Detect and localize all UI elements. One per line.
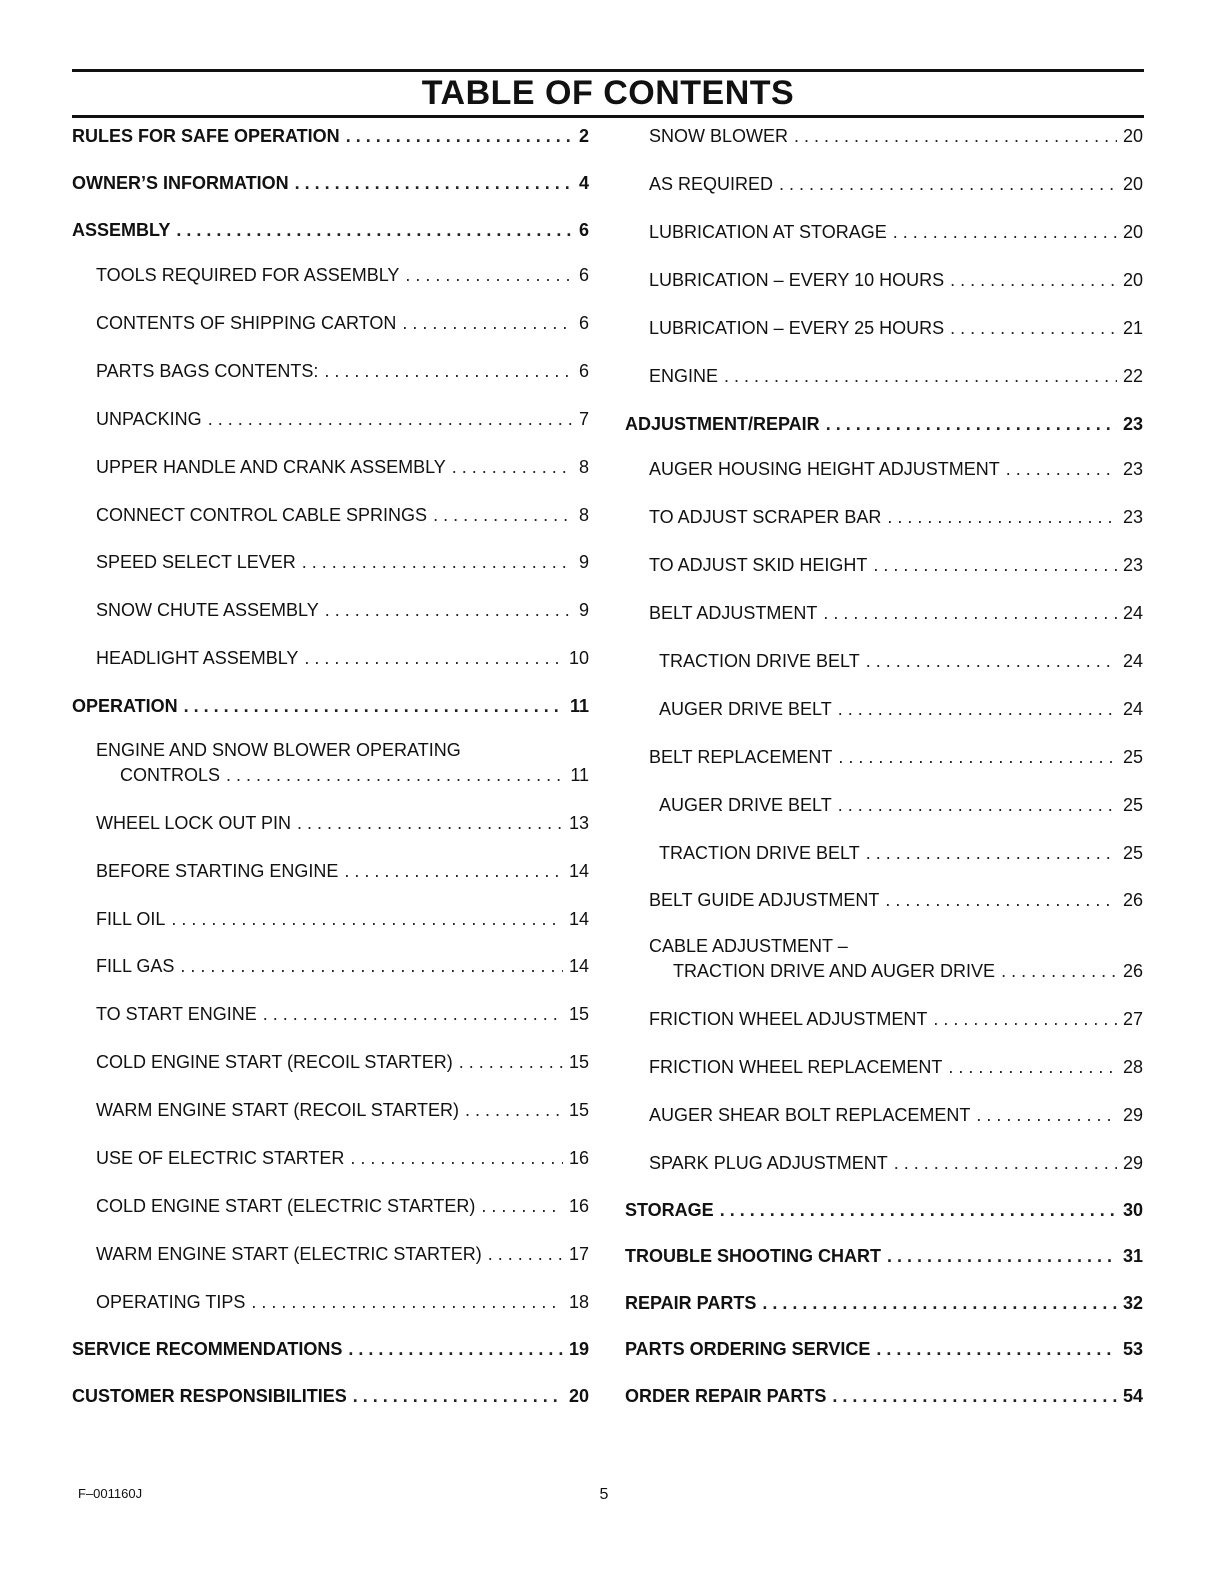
toc-subsection-entry[interactable] bbox=[625, 552, 1143, 578]
toc-subsection-entry[interactable] bbox=[72, 953, 589, 979]
dot-leader bbox=[724, 363, 1117, 389]
toc-entry-label: WHEEL LOCK OUT PIN bbox=[96, 813, 292, 833]
toc-entry-label: UPPER HANDLE AND CRANK ASSEMBLY bbox=[96, 457, 446, 477]
toc-entry-label: TROUBLE SHOOTING CHART bbox=[625, 1246, 881, 1266]
toc-entry-page: 11 bbox=[569, 696, 589, 716]
toc-entry-page: 10 bbox=[568, 648, 589, 668]
toc-entry-label: BELT GUIDE ADJUSTMENT bbox=[649, 890, 880, 910]
toc-entry-page: 20 bbox=[1122, 126, 1143, 146]
toc-subsection-entry[interactable] bbox=[72, 597, 589, 623]
toc-subsection-entry[interactable] bbox=[625, 744, 1143, 770]
toc-entry-page: 23 bbox=[1122, 459, 1143, 479]
toc-entry-page: 16 bbox=[568, 1196, 589, 1216]
toc-entry-label: USE OF ELECTRIC STARTER bbox=[96, 1148, 345, 1168]
toc-entry-label: FRICTION WHEEL REPLACEMENT bbox=[649, 1057, 943, 1077]
dot-leader bbox=[402, 310, 573, 336]
toc-entry-label: FILL OIL bbox=[96, 909, 166, 929]
toc-entry-page: 29 bbox=[1122, 1153, 1143, 1173]
toc-entry-label: ORDER REPAIR PARTS bbox=[625, 1386, 827, 1406]
toc-entry-page: 28 bbox=[1122, 1057, 1143, 1077]
toc-entry-page: 25 bbox=[1122, 795, 1143, 815]
toc-entry-page: 29 bbox=[1122, 1105, 1143, 1125]
dot-leader bbox=[866, 840, 1117, 866]
toc-subsection-entry[interactable] bbox=[72, 502, 589, 528]
toc-entry-page: 24 bbox=[1122, 651, 1143, 671]
dot-leader bbox=[304, 645, 563, 671]
toc-entry-label: AS REQUIRED bbox=[649, 174, 774, 194]
toc-subsection-entry[interactable] bbox=[625, 887, 1143, 913]
dot-leader bbox=[950, 315, 1117, 341]
toc-subsection-entry[interactable] bbox=[625, 456, 1143, 482]
dot-leader bbox=[180, 953, 563, 979]
toc-section-entry[interactable] bbox=[625, 1197, 1143, 1223]
toc-subsection-entry[interactable] bbox=[72, 1097, 589, 1123]
dot-leader bbox=[1006, 456, 1117, 482]
toc-entry-page: 20 bbox=[1122, 270, 1143, 290]
toc-entry-label: TRACTION DRIVE BELT bbox=[659, 843, 860, 863]
dot-leader bbox=[353, 1383, 563, 1409]
toc-subsection-entry[interactable] bbox=[72, 406, 589, 432]
dot-leader bbox=[226, 762, 564, 788]
dot-leader bbox=[295, 170, 573, 196]
toc-subsection-entry[interactable] bbox=[625, 1150, 1143, 1176]
toc-subsection-entry[interactable] bbox=[625, 840, 1143, 866]
dot-leader bbox=[459, 1049, 563, 1075]
toc-entry-page: 19 bbox=[568, 1339, 589, 1359]
dot-leader bbox=[346, 123, 573, 149]
toc-entry-page: 6 bbox=[578, 220, 589, 240]
toc-section-entry[interactable] bbox=[72, 123, 589, 149]
dot-leader bbox=[325, 597, 573, 623]
toc-entry-page: 31 bbox=[1122, 1246, 1143, 1266]
dot-leader bbox=[794, 123, 1117, 149]
toc-entry-label: STORAGE bbox=[625, 1200, 714, 1220]
toc-entry-label: OWNER’S INFORMATION bbox=[72, 173, 289, 193]
toc-subsection-entry[interactable] bbox=[625, 792, 1143, 818]
toc-subsection-entry[interactable] bbox=[625, 648, 1143, 674]
toc-section-entry[interactable] bbox=[625, 1383, 1143, 1409]
toc-entry-label-line1: ENGINE AND SNOW BLOWER OPERATING bbox=[96, 740, 461, 760]
toc-section-entry[interactable] bbox=[72, 217, 589, 243]
toc-entry-label: UNPACKING bbox=[96, 409, 202, 429]
toc-entry-label: TRACTION DRIVE BELT bbox=[659, 651, 860, 671]
toc-section-entry[interactable] bbox=[625, 411, 1143, 437]
toc-entry-label: SNOW BLOWER bbox=[649, 126, 789, 146]
dot-leader bbox=[344, 858, 563, 884]
dot-leader bbox=[779, 171, 1117, 197]
toc-subsection-entry[interactable] bbox=[625, 171, 1143, 197]
dot-leader bbox=[976, 1102, 1117, 1128]
toc-subsection-entry[interactable] bbox=[72, 1049, 589, 1075]
toc-entry-page: 7 bbox=[578, 409, 589, 429]
toc-entry-page: 32 bbox=[1122, 1293, 1143, 1313]
toc-entry-label: REPAIR PARTS bbox=[625, 1293, 757, 1313]
toc-subsection-entry[interactable] bbox=[72, 358, 589, 384]
toc-entry-label: SERVICE RECOMMENDATIONS bbox=[72, 1339, 343, 1359]
toc-entry-page: 4 bbox=[578, 173, 589, 193]
page-number: 5 bbox=[599, 1486, 609, 1503]
dot-leader bbox=[452, 454, 573, 480]
toc-subsection-entry[interactable] bbox=[72, 906, 589, 932]
toc-entry-page: 26 bbox=[1122, 890, 1143, 910]
toc-entry-label: COLD ENGINE START (RECOIL STARTER) bbox=[96, 1052, 453, 1072]
toc-section-entry[interactable] bbox=[72, 1336, 589, 1362]
dot-leader bbox=[933, 1006, 1117, 1032]
toc-entry-page: 11 bbox=[570, 765, 589, 785]
dot-leader bbox=[324, 358, 573, 384]
dot-leader bbox=[184, 693, 564, 719]
page-title: TABLE OF CONTENTS bbox=[421, 74, 795, 112]
title-underline bbox=[72, 115, 1144, 118]
toc-subsection-entry[interactable] bbox=[625, 696, 1143, 722]
dot-leader bbox=[873, 552, 1117, 578]
toc-entry-label: CUSTOMER RESPONSIBILITIES bbox=[72, 1386, 347, 1406]
dot-leader bbox=[832, 1383, 1117, 1409]
toc-subsection-entry[interactable] bbox=[72, 762, 589, 788]
toc-section-entry[interactable] bbox=[72, 1383, 589, 1409]
toc-entry-page: 23 bbox=[1122, 507, 1143, 527]
toc-subsection-entry[interactable] bbox=[72, 810, 589, 836]
toc-entry-page: 14 bbox=[568, 861, 589, 881]
toc-entry-label: FILL GAS bbox=[96, 956, 175, 976]
toc-subsection-entry[interactable] bbox=[625, 958, 1143, 984]
toc-entry-label: BELT ADJUSTMENT bbox=[649, 603, 818, 623]
toc-entry-page: 14 bbox=[568, 909, 589, 929]
dot-leader bbox=[950, 267, 1117, 293]
dot-leader bbox=[488, 1241, 563, 1267]
dot-leader bbox=[866, 648, 1117, 674]
toc-subsection-entry[interactable] bbox=[625, 1054, 1143, 1080]
toc-entry-page: 18 bbox=[568, 1292, 589, 1312]
toc-subsection-entry[interactable] bbox=[625, 219, 1143, 245]
toc-entry-label: SPARK PLUG ADJUSTMENT bbox=[649, 1153, 888, 1173]
dot-leader bbox=[251, 1289, 563, 1315]
toc-entry-label: ENGINE bbox=[649, 366, 719, 386]
toc-entry-label: AUGER DRIVE BELT bbox=[659, 795, 832, 815]
dot-leader bbox=[894, 1150, 1117, 1176]
toc-section-entry[interactable] bbox=[625, 1290, 1143, 1316]
toc-subsection-entry[interactable] bbox=[625, 504, 1143, 530]
toc-entry-page: 26 bbox=[1122, 961, 1143, 981]
toc-entry-label: AUGER HOUSING HEIGHT ADJUSTMENT bbox=[649, 459, 1000, 479]
toc-entry-page: 23 bbox=[1122, 555, 1143, 575]
toc-subsection-entry[interactable] bbox=[625, 600, 1143, 626]
top-rule bbox=[72, 69, 1144, 72]
toc-subsection-entry[interactable] bbox=[625, 123, 1143, 149]
toc-entry-label: LUBRICATION AT STORAGE bbox=[649, 222, 887, 242]
toc-entry-label: AUGER SHEAR BOLT REPLACEMENT bbox=[649, 1105, 971, 1125]
toc-subsection-entry[interactable] bbox=[625, 1006, 1143, 1032]
toc-entry-label: ASSEMBLY bbox=[72, 220, 171, 240]
toc-entry-label: OPERATING TIPS bbox=[96, 1292, 246, 1312]
toc-subsection-entry[interactable] bbox=[72, 454, 589, 480]
toc-entry-page: 21 bbox=[1122, 318, 1143, 338]
toc-entry-label: FRICTION WHEEL ADJUSTMENT bbox=[649, 1009, 928, 1029]
toc-entry-page: 16 bbox=[568, 1148, 589, 1168]
toc-entry-label: PARTS BAGS CONTENTS: bbox=[96, 361, 319, 381]
dot-leader bbox=[465, 1097, 563, 1123]
toc-section-entry[interactable] bbox=[625, 1336, 1143, 1362]
dot-leader bbox=[885, 887, 1117, 913]
toc-entry-label: LUBRICATION – EVERY 10 HOURS bbox=[649, 270, 945, 290]
toc-entry-label: HEADLIGHT ASSEMBLY bbox=[96, 648, 299, 668]
toc-entry-page: 23 bbox=[1122, 414, 1143, 434]
dot-leader bbox=[481, 1193, 563, 1219]
dot-leader bbox=[887, 504, 1117, 530]
toc-entry-page: 6 bbox=[578, 313, 589, 333]
dot-leader bbox=[176, 217, 573, 243]
dot-leader bbox=[350, 1145, 563, 1171]
toc-entry-page: 20 bbox=[568, 1386, 589, 1406]
toc-entry-label: WARM ENGINE START (RECOIL STARTER) bbox=[96, 1100, 460, 1120]
toc-subsection-entry[interactable] bbox=[72, 310, 589, 336]
toc-entry-label: CONTROLS bbox=[120, 765, 221, 785]
toc-entry-page: 22 bbox=[1122, 366, 1143, 386]
dot-leader bbox=[171, 906, 563, 932]
toc-section-entry[interactable] bbox=[72, 170, 589, 196]
toc-entry-label: TO ADJUST SCRAPER BAR bbox=[649, 507, 882, 527]
toc-section-entry[interactable] bbox=[625, 1243, 1143, 1269]
toc-entry-label: COLD ENGINE START (ELECTRIC STARTER) bbox=[96, 1196, 476, 1216]
toc-entry-label: OPERATION bbox=[72, 696, 178, 716]
dot-leader bbox=[348, 1336, 563, 1362]
toc-entry-page: 15 bbox=[568, 1100, 589, 1120]
dot-leader bbox=[826, 411, 1117, 437]
toc-section-entry[interactable] bbox=[72, 693, 589, 719]
dot-leader bbox=[297, 810, 563, 836]
toc-entry-label: RULES FOR SAFE OPERATION bbox=[72, 126, 340, 146]
toc-entry-label: WARM ENGINE START (ELECTRIC STARTER) bbox=[96, 1244, 482, 1264]
toc-entry-label: BELT REPLACEMENT bbox=[649, 747, 833, 767]
dot-leader bbox=[838, 696, 1117, 722]
toc-entry-label: CONNECT CONTROL CABLE SPRINGS bbox=[96, 505, 428, 525]
toc-entry-page: 24 bbox=[1122, 699, 1143, 719]
toc-entry-page: 27 bbox=[1122, 1009, 1143, 1029]
toc-entry-page: 2 bbox=[578, 126, 589, 146]
toc-entry-label: TRACTION DRIVE AND AUGER DRIVE bbox=[673, 961, 996, 981]
dot-leader bbox=[893, 219, 1117, 245]
toc-entry-page: 24 bbox=[1122, 603, 1143, 623]
toc-entry-page: 15 bbox=[568, 1052, 589, 1072]
toc-subsection-entry[interactable] bbox=[72, 1001, 589, 1027]
toc-subsection-entry[interactable] bbox=[625, 363, 1143, 389]
dot-leader bbox=[433, 502, 573, 528]
dot-leader bbox=[302, 549, 573, 575]
toc-entry-page: 25 bbox=[1122, 843, 1143, 863]
toc-subsection-entry[interactable] bbox=[72, 645, 589, 671]
toc-entry-label: ADJUSTMENT/REPAIR bbox=[625, 414, 820, 434]
toc-entry-page: 6 bbox=[578, 265, 589, 285]
toc-entry-page: 13 bbox=[568, 813, 589, 833]
toc-entry-label: TO START ENGINE bbox=[96, 1004, 257, 1024]
toc-entry-page: 6 bbox=[578, 361, 589, 381]
toc-entry-label: PARTS ORDERING SERVICE bbox=[625, 1339, 871, 1359]
toc-entry-label: CONTENTS OF SHIPPING CARTON bbox=[96, 313, 397, 333]
dot-leader bbox=[887, 1243, 1117, 1269]
toc-subsection-entry[interactable] bbox=[72, 1145, 589, 1171]
toc-entry-page: 9 bbox=[578, 600, 589, 620]
toc-subsection-entry[interactable] bbox=[72, 1241, 589, 1267]
toc-entry-label: SPEED SELECT LEVER bbox=[96, 552, 296, 572]
toc-entry-page: 17 bbox=[568, 1244, 589, 1264]
toc-entry-label: TOOLS REQUIRED FOR ASSEMBLY bbox=[96, 265, 400, 285]
toc-entry-label-line1: CABLE ADJUSTMENT – bbox=[649, 936, 848, 956]
toc-subsection-entry[interactable] bbox=[72, 858, 589, 884]
dot-leader bbox=[263, 1001, 563, 1027]
toc-entry-label: LUBRICATION – EVERY 25 HOURS bbox=[649, 318, 945, 338]
dot-leader bbox=[948, 1054, 1117, 1080]
dot-leader bbox=[823, 600, 1117, 626]
toc-subsection-entry[interactable] bbox=[72, 1289, 589, 1315]
toc-entry-page: 20 bbox=[1122, 174, 1143, 194]
toc-subsection-entry[interactable] bbox=[72, 1193, 589, 1219]
dot-leader bbox=[838, 744, 1117, 770]
toc-entry-page: 8 bbox=[578, 457, 589, 477]
toc-entry-label: SNOW CHUTE ASSEMBLY bbox=[96, 600, 319, 620]
dot-leader bbox=[1001, 958, 1117, 984]
toc-entry-page: 54 bbox=[1122, 1386, 1143, 1406]
toc-subsection-entry[interactable] bbox=[72, 549, 589, 575]
toc-entry-page: 8 bbox=[578, 505, 589, 525]
toc-subsection-entry[interactable] bbox=[72, 262, 589, 288]
toc-entry-page: 14 bbox=[568, 956, 589, 976]
dot-leader bbox=[405, 262, 573, 288]
toc-entry-page: 25 bbox=[1122, 747, 1143, 767]
dot-leader bbox=[720, 1197, 1117, 1223]
toc-entry-page: 20 bbox=[1122, 222, 1143, 242]
document-code: F–001160J bbox=[78, 1486, 143, 1501]
toc-entry-page: 53 bbox=[1122, 1339, 1143, 1359]
toc-subsection-entry[interactable] bbox=[625, 315, 1143, 341]
toc-entry-page: 9 bbox=[578, 552, 589, 572]
dot-leader bbox=[762, 1290, 1117, 1316]
toc-entry-label: TO ADJUST SKID HEIGHT bbox=[649, 555, 868, 575]
toc-subsection-entry[interactable] bbox=[625, 267, 1143, 293]
toc-subsection-entry[interactable] bbox=[625, 1102, 1143, 1128]
toc-entry-label: BEFORE STARTING ENGINE bbox=[96, 861, 339, 881]
dot-leader bbox=[208, 406, 573, 432]
toc-entry-label: AUGER DRIVE BELT bbox=[659, 699, 832, 719]
dot-leader bbox=[838, 792, 1117, 818]
dot-leader bbox=[876, 1336, 1117, 1362]
toc-entry-page: 15 bbox=[568, 1004, 589, 1024]
toc-entry-page: 30 bbox=[1122, 1200, 1143, 1220]
